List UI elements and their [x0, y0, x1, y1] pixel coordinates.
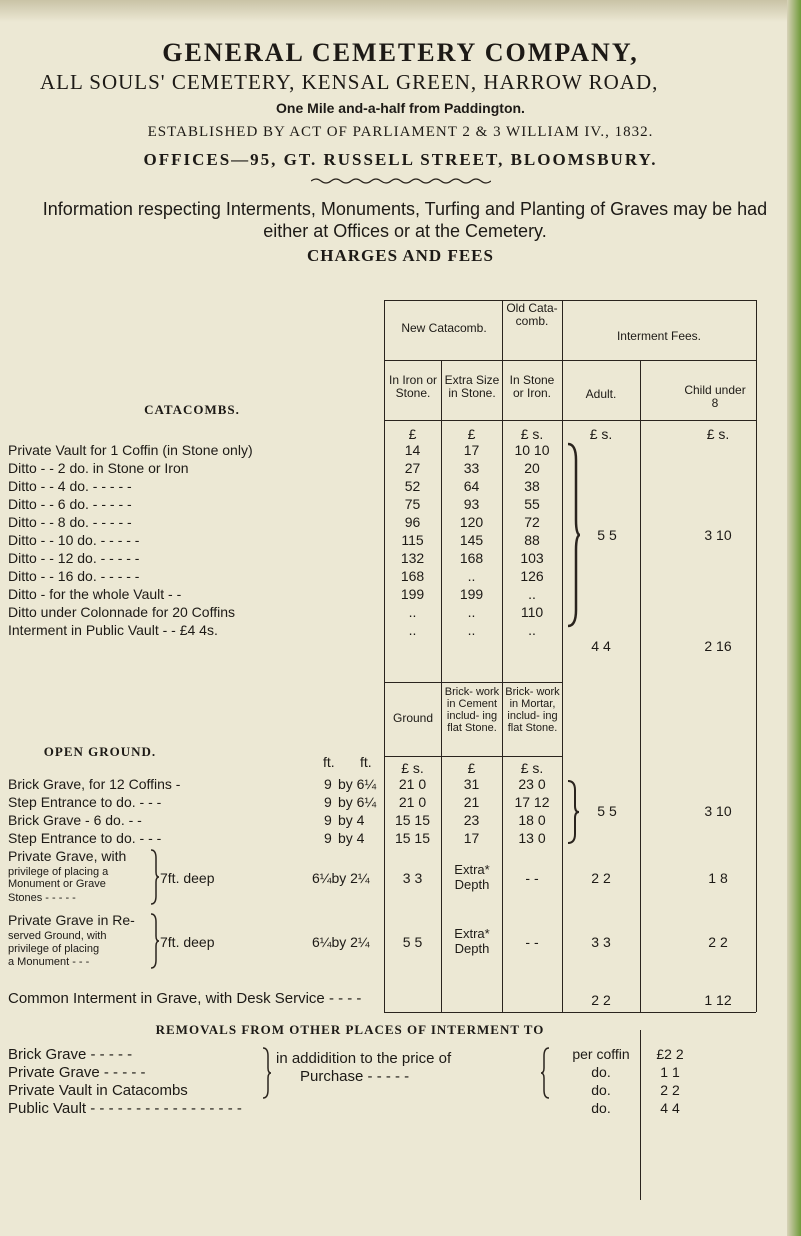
row-label: Step Entrance to do. - - -	[8, 830, 162, 846]
dimension-1: 9	[324, 830, 332, 846]
removal-label: Brick Grave - - - - -	[8, 1046, 133, 1063]
row-label: Ditto - - 12 do. - - - - -	[8, 550, 140, 566]
common-interment-label: Common Interment in Grave, with Desk Service - - - -	[8, 990, 362, 1007]
new-extra-value: ..	[467, 568, 476, 584]
ft-label-1: ft.	[323, 754, 335, 770]
removals-note-1: in addidition to the price of	[276, 1050, 452, 1067]
removal-price: 1 1	[660, 1064, 680, 1080]
h-rule-bottom	[384, 1012, 756, 1013]
new-extra-value: 199	[459, 586, 484, 602]
new-iron-value: 115	[401, 532, 424, 548]
ornamental-rule	[311, 177, 491, 185]
v-rule-3b	[441, 682, 442, 1012]
removal-unit: do.	[591, 1082, 611, 1098]
removals-right-brace	[540, 1046, 550, 1100]
offices-line: OFFICES—95, GT. RUSSELL STREET, BLOOMSBURY.	[143, 150, 658, 169]
private-grave-mortar: - -	[525, 870, 539, 886]
dimension-2: by 4	[338, 812, 365, 828]
dimension-1: 9	[324, 776, 332, 792]
new-extra-value: 168	[459, 550, 484, 566]
v-rule-5	[640, 360, 641, 1012]
reserved-grave-label-4: a Monument - - -	[8, 956, 90, 968]
new-iron-value: 199	[400, 586, 425, 602]
catacomb-child-fee: 3 10	[704, 527, 732, 543]
row-label: Ditto - - 4 do. - - - - -	[8, 478, 132, 494]
dimension-2: by 6¼	[338, 794, 377, 810]
reserved-grave-adult: 3 3	[591, 934, 611, 950]
v-rule-4b	[502, 682, 503, 1012]
old-value: 20	[524, 460, 540, 476]
new-iron-value: 96	[404, 514, 421, 530]
header-in-stone-iron: In Stone or Iron.	[509, 373, 555, 400]
old-value: 55	[524, 496, 540, 512]
company-title: GENERAL CEMETERY COMPANY,	[162, 38, 639, 67]
old-value: ..	[528, 586, 536, 602]
open-ground-title: OPEN GROUND.	[43, 744, 157, 759]
dimension-1: 9	[324, 812, 332, 828]
row-label: Ditto - for the whole Vault - -	[8, 586, 182, 602]
old-value: 110	[520, 604, 544, 620]
row-label: Interment in Public Vault - - £4 4s.	[8, 622, 218, 638]
catacombs-currency-adult: £ s.	[589, 426, 613, 442]
new-iron-value: 132	[400, 550, 425, 566]
reserved-grave-size: 6¼by 2¼	[312, 934, 370, 950]
reserved-grave-child: 2 2	[708, 934, 728, 950]
private-grave-brace	[150, 848, 160, 906]
removal-price: 2 2	[660, 1082, 680, 1098]
dimension-1: 9	[324, 794, 332, 810]
mortar-value: 23 0	[518, 776, 546, 792]
catacombs-currency-c3: £ s.	[520, 426, 544, 442]
charges-title: CHARGES AND FEES	[307, 246, 494, 265]
reserved-grave-label-3: privilege of placing	[8, 943, 100, 955]
private-grave-size: 6¼by 2¼	[312, 870, 370, 886]
ground-value: 15 15	[394, 812, 431, 828]
h-rule-open	[384, 682, 562, 683]
new-iron-value: ..	[408, 604, 417, 620]
new-iron-value: 52	[404, 478, 421, 494]
common-interment-adult: 2 2	[591, 992, 611, 1008]
catacombs-currency-c2: £	[467, 426, 476, 442]
removal-price: £2 2	[656, 1046, 684, 1062]
h-rule-sub	[384, 420, 756, 421]
cemetery-subtitle: ALL SOULS' CEMETERY, KENSAL GREEN, HARROW ROAD,	[40, 70, 659, 94]
removals-left-brace	[262, 1046, 272, 1100]
new-iron-value: 75	[404, 496, 421, 512]
removals-title: REMOVALS FROM OTHER PLACES OF INTERMENT TO	[155, 1022, 545, 1037]
private-grave-cement: Extra* Depth	[454, 862, 490, 892]
header-child: Child under 8	[684, 383, 746, 410]
cement-value: 31	[463, 776, 480, 792]
new-iron-value: 27	[404, 460, 421, 476]
common-interment-child: 1 12	[704, 992, 732, 1008]
established-line: ESTABLISHED BY ACT OF PARLIAMENT 2 & 3 WILLIAM IV., 1832.	[147, 124, 654, 140]
v-rule-6	[756, 300, 757, 1012]
ground-value: 15 15	[394, 830, 431, 846]
row-label: Ditto - - 6 do. - - - - -	[8, 496, 132, 512]
mortar-value: 17 12	[514, 794, 550, 810]
new-extra-value: 33	[463, 460, 480, 476]
old-value: 10 10	[514, 442, 550, 458]
open-currency-c2: £	[467, 760, 476, 776]
catacombs-currency-child: £ s.	[706, 426, 730, 442]
row-label: Ditto - - 16 do. - - - - -	[8, 568, 140, 584]
new-extra-value: 64	[463, 478, 480, 494]
header-adult: Adult.	[585, 387, 617, 401]
row-label: Private Vault for 1 Coffin (in Stone only)	[8, 442, 253, 458]
public-vault-child-fee: 2 16	[704, 638, 732, 654]
cement-value: 23	[463, 812, 480, 828]
removal-unit: per coffin	[572, 1046, 630, 1062]
private-grave-label-1: Private Grave, with	[8, 848, 127, 864]
row-label: Brick Grave - 6 do. - -	[8, 812, 142, 828]
mortar-value: 13 0	[518, 830, 546, 846]
new-extra-value: 120	[459, 514, 484, 530]
header-extra-size: Extra Size in Stone.	[444, 373, 500, 400]
removal-label: Public Vault - - - - - - - - - - - - - - - - -	[8, 1100, 242, 1117]
header-brick-mortar: Brick- work in Mortar, includ- ing flat Stone.	[505, 686, 560, 734]
ft-label-2: ft.	[360, 754, 372, 770]
h-rule-head	[384, 360, 756, 361]
row-label: Ditto under Colonnade for 20 Coffins	[8, 604, 235, 620]
row-label: Ditto - - 2 do. in Stone or Iron	[8, 460, 189, 476]
header-old-catacomb: Old Cata- comb.	[506, 301, 558, 328]
reserved-grave-label-2: served Ground, with	[8, 930, 107, 942]
old-value: 38	[524, 478, 540, 494]
removal-price: 4 4	[660, 1100, 680, 1116]
private-grave-child: 1 8	[708, 870, 728, 886]
open-ground-child-fee: 3 10	[704, 803, 732, 819]
header-in-iron: In Iron or Stone.	[388, 373, 438, 400]
old-value: 72	[524, 514, 540, 530]
public-vault-adult-fee: 4 4	[591, 638, 611, 654]
reserved-grave-label-1: Private Grave in Re-	[8, 912, 135, 928]
open-ground-adult-fee: 5 5	[597, 803, 617, 819]
cement-value: 17	[463, 830, 480, 846]
header-interment-fees: Interment Fees.	[616, 329, 702, 343]
private-grave-label-2: privilege of placing a	[8, 866, 109, 878]
open-currency-c1: £ s.	[401, 760, 424, 776]
information-paragraph: Information respecting Interments, Monuments, Turfing and Planting of Graves may be had either at Offices or at the Cemetery.	[42, 199, 768, 241]
mortar-value: 18 0	[518, 812, 546, 828]
private-grave-label-4: Stones - - - - -	[8, 892, 76, 904]
new-extra-value: ..	[467, 622, 476, 638]
removal-label: Private Grave - - - - -	[8, 1064, 146, 1081]
v-rule-4	[562, 300, 563, 1012]
catacombs-title: CATACOMBS.	[144, 402, 240, 417]
old-value: 103	[520, 550, 544, 566]
new-iron-value: ..	[408, 622, 417, 638]
page-edge	[787, 0, 801, 1236]
new-extra-value: ..	[467, 604, 476, 620]
reserved-grave-brace	[150, 912, 160, 970]
row-label: Step Entrance to do. - - -	[8, 794, 162, 810]
reserved-grave-ground: 5 5	[402, 934, 423, 950]
header-brick-cement: Brick- work in Cement includ- ing flat Stone.	[444, 686, 500, 734]
new-iron-value: 168	[400, 568, 425, 584]
old-value: ..	[528, 622, 536, 638]
distance-note: One Mile and-a-half from Paddington.	[276, 100, 525, 116]
old-value: 88	[524, 532, 540, 548]
ground-value: 21 0	[398, 776, 427, 792]
catacomb-adult-fee: 5 5	[597, 527, 617, 543]
row-label: Brick Grave, for 12 Coffins -	[8, 776, 181, 792]
old-value: 126	[520, 568, 544, 584]
new-extra-value: 93	[463, 496, 480, 512]
removal-unit: do.	[591, 1064, 611, 1080]
page-top-shadow	[0, 0, 801, 22]
row-label: Ditto - - 10 do. - - - - -	[8, 532, 140, 548]
private-grave-depth: 7ft. deep	[160, 870, 215, 886]
v-rule-1	[384, 300, 385, 1012]
open-currency-c3: £ s.	[520, 760, 544, 776]
removals-note-2: Purchase - - - - -	[300, 1068, 410, 1085]
new-iron-value: 14	[404, 442, 421, 458]
row-label: Ditto - - 8 do. - - - - -	[8, 514, 132, 530]
table-top-rule	[384, 300, 756, 301]
ground-value: 21 0	[398, 794, 427, 810]
dimension-2: by 4	[338, 830, 365, 846]
cement-value: 21	[463, 794, 480, 810]
private-grave-label-3: Monument or Grave	[8, 878, 106, 890]
catacombs-currency-c1: £	[408, 426, 417, 442]
reserved-grave-depth: 7ft. deep	[160, 934, 215, 950]
reserved-grave-mortar: - -	[525, 934, 539, 950]
header-new-catacomb: New Catacomb.	[401, 321, 487, 335]
header-ground: Ground	[392, 711, 434, 725]
h-rule-open-sub	[384, 756, 562, 757]
private-grave-ground: 3 3	[402, 870, 423, 886]
new-extra-value: 145	[459, 532, 484, 548]
dimension-2: by 6¼	[338, 776, 377, 792]
removal-label: Private Vault in Catacombs	[8, 1082, 188, 1099]
private-grave-adult: 2 2	[591, 870, 611, 886]
reserved-grave-cement: Extra* Depth	[454, 926, 490, 956]
new-extra-value: 17	[463, 442, 480, 458]
removal-unit: do.	[591, 1100, 611, 1116]
